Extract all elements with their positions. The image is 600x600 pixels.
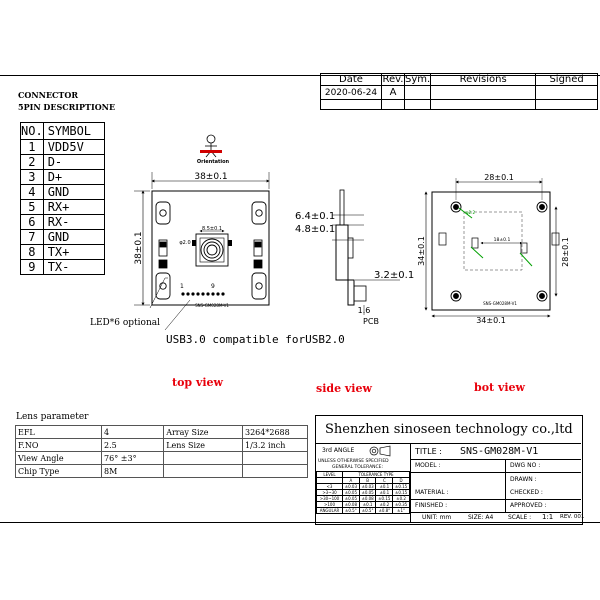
bot-left-dimension: 34±0.1	[417, 236, 426, 266]
bot-mount-holes	[451, 202, 547, 301]
top-view-caption: top view	[172, 376, 223, 389]
rev-header-date: Date	[321, 74, 382, 86]
pin-symbol: GND	[43, 185, 104, 200]
tolerance-cell: ±0.1	[376, 484, 393, 490]
tolerance-col-header: A	[343, 478, 360, 484]
scale-label: SCALE :	[508, 514, 532, 521]
third-angle-projection-icon	[368, 445, 392, 457]
tolerance-cell: ±0.35	[393, 502, 410, 508]
finished-label: FINISHED :	[415, 502, 448, 509]
tolerance-row	[317, 496, 410, 502]
tolerance-cell: ±0.05	[343, 490, 360, 496]
rev-header-revisions: Revisions	[431, 74, 536, 86]
lens-row	[16, 426, 308, 439]
lens-row	[16, 439, 308, 452]
tolerance-row	[317, 502, 410, 508]
tolerance-type-header: TOLERANCE TYPE	[343, 472, 410, 478]
tolerance-col-header: C	[376, 478, 393, 484]
top-view	[134, 135, 269, 330]
tolerance-cell: ±0.15	[393, 490, 410, 496]
pin-symbol: D-	[43, 155, 104, 170]
drawn-label: DRAWN :	[510, 476, 537, 483]
pin-number: 4	[21, 185, 44, 200]
pin-header-dots	[181, 292, 224, 295]
tolerance-cell: ±0.08	[359, 496, 376, 502]
connector-title: CONNECTOR	[18, 90, 78, 100]
approved-label: APPROVED :	[510, 502, 547, 509]
pin-symbol: TX-	[43, 260, 104, 275]
side-view-caption: side view	[316, 382, 372, 395]
lens-cell	[164, 465, 243, 478]
pin-number: 1	[21, 140, 44, 155]
tolerance-cell: >100	[317, 502, 343, 508]
pin-symbol: RX+	[43, 200, 104, 215]
tolerance-col-header: D	[393, 478, 410, 484]
tolerance-cell: >3~30	[317, 490, 343, 496]
pin-number: 5	[21, 200, 44, 215]
tolerance-cell: ±0.5°	[359, 508, 376, 514]
lens-cell: 3264*2688	[243, 426, 308, 439]
side-lens-body	[336, 225, 348, 280]
tolerance-title-1: UNLESS OTHERWISE SPECIFIED	[318, 459, 389, 464]
lens-cell: View Angle	[16, 452, 102, 465]
rev-header-signed: Signed	[536, 74, 598, 86]
size-label: SIZE: A4	[468, 514, 494, 521]
pin-1-marker: 1	[180, 283, 184, 290]
model-label: MODEL :	[415, 462, 441, 469]
lens-cell: 8M	[102, 465, 164, 478]
lens-row	[16, 452, 308, 465]
tolerance-cell: ±0.03	[343, 484, 360, 490]
material-label: MATERIAL :	[415, 489, 449, 496]
led-note: LED*6 optional	[90, 318, 160, 328]
bot-right-dimension: 28±0.1	[561, 237, 570, 267]
connector-subtitle: 5PIN DESCRIPTIONE	[18, 102, 116, 112]
tolerance-cell: ±0.05	[359, 490, 376, 496]
tolerance-cell: ±0.03	[359, 484, 376, 490]
dwg-label: DWG NO :	[510, 462, 541, 469]
top-width-dimension: 38±0.1	[194, 172, 228, 182]
lens-cell: F.NO	[16, 439, 102, 452]
tolerance-cell: ±0.5°	[343, 508, 360, 514]
tolerance-cell: ±0.05	[343, 496, 360, 502]
bot-bottom-dimension: 34±0.1	[476, 316, 506, 325]
pin-number: 8	[21, 245, 44, 260]
tolerance-title-2: GENERAL TOLERANCE:	[332, 465, 384, 470]
projection-label: 3rd ANGLE	[322, 447, 355, 454]
tolerance-cell: ±0.15	[376, 496, 393, 502]
pin-symbol: GND	[43, 230, 104, 245]
pin-header-no: NO.	[21, 124, 43, 138]
side-pcb-label: PCB	[363, 317, 379, 326]
lens-parameter-table	[15, 425, 308, 478]
side-dimension-2: 4.8±0.1	[295, 224, 336, 235]
bot-board-outline	[432, 192, 550, 310]
pin-number: 6	[21, 215, 44, 230]
lens-cell: 4	[102, 426, 164, 439]
lens-row	[16, 465, 308, 478]
bottom-view	[417, 173, 570, 325]
lens-cell	[243, 452, 308, 465]
orientation-label: Orientation	[196, 159, 230, 165]
pin-header-symbol: SYMBOL	[43, 123, 104, 140]
pin-symbol: RX-	[43, 215, 104, 230]
lens-title: Lens parameter	[16, 412, 89, 422]
pin-symbol: VDD5V	[43, 140, 104, 155]
orientation-figure-icon	[200, 135, 222, 157]
bot-hole-label: φ2.2	[466, 210, 475, 215]
tolerance-cell: ANGULAR	[317, 508, 343, 514]
lens-cell: Chip Type	[16, 465, 102, 478]
lens-cell	[164, 452, 243, 465]
rev-date: 2020-06-24	[321, 86, 382, 100]
pin-9-marker: 9	[211, 283, 215, 290]
side-dimension-4: 1.6	[357, 306, 371, 315]
lens-cell: EFL	[16, 426, 102, 439]
tolerance-cell: >30~100	[317, 496, 343, 502]
unit-label: UNIT: mm	[422, 514, 452, 521]
lens-holder	[192, 234, 232, 266]
lens-cell: 2.5	[102, 439, 164, 452]
lens-cell: 76° ±3°	[102, 452, 164, 465]
pin-number: 3	[21, 170, 44, 185]
rev-header-rev: Rev.	[382, 74, 404, 85]
pin-number: 2	[21, 155, 44, 170]
lens-cell: Array Size	[164, 426, 243, 439]
tolerance-cell: ±0.2	[393, 496, 410, 502]
top-hole-label: φ2.0	[179, 240, 191, 246]
tolerance-cell: ±0.1	[359, 502, 376, 508]
scale-value: 1:1	[542, 513, 554, 521]
title-value: SNS-GM028M-V1	[460, 446, 539, 457]
bot-view-caption: bot view	[474, 381, 525, 394]
tolerance-cell: ±0.8°	[376, 508, 393, 514]
tolerance-row	[317, 484, 410, 490]
title-label: TITLE :	[415, 447, 442, 456]
top-board-marking: SNS-GM028M-V1	[195, 303, 229, 308]
top-height-dimension: 38±0.1	[134, 231, 144, 265]
checked-label: CHECKED :	[510, 489, 543, 496]
tolerance-col-header: B	[359, 478, 376, 484]
pin-symbol: D+	[43, 170, 104, 185]
company-name: Shenzhen sinoseen technology co.,ltd	[325, 422, 573, 437]
tolerance-cell: ±0.15	[393, 484, 410, 490]
side-pcb	[348, 280, 354, 305]
pin-number: 9	[21, 260, 44, 275]
pin-symbol: TX+	[43, 245, 104, 260]
rev-label: REV. 001	[560, 514, 585, 520]
side-dimension-3: 3.2±0.1	[374, 270, 415, 281]
tolerance-row	[317, 490, 410, 496]
usb-note: USB3.0 compatible forUSB2.0	[166, 333, 345, 346]
bot-top-dimension: 28±0.1	[484, 173, 514, 182]
tolerance-cell: <3	[317, 484, 343, 490]
lens-cell	[243, 465, 308, 478]
tolerance-cell: ±0.2	[376, 502, 393, 508]
lens-cell: Lens Size	[164, 439, 243, 452]
pin-number: 7	[21, 230, 44, 245]
rev-letter: A	[382, 86, 405, 100]
tolerance-level-header: LEVEL	[317, 472, 343, 478]
bot-board-marking: SNS-GM028M-V1	[483, 301, 517, 306]
side-dimension-1: 6.4±0.1	[295, 211, 336, 222]
rev-header-sym: Sym.	[405, 74, 431, 85]
tolerance-table	[316, 471, 410, 514]
tolerance-row	[317, 508, 410, 514]
top-led-pads	[159, 240, 262, 268]
bot-mid-dimension: 18±0.1	[493, 238, 511, 243]
tolerance-cell: ±1°	[393, 508, 410, 514]
tolerance-cell: ±0.08	[343, 502, 360, 508]
side-view	[295, 190, 414, 326]
lens-dimension: 8.5±0.1	[201, 226, 223, 232]
lens-cell: 1/3.2 inch	[243, 439, 308, 452]
tolerance-cell: ±0.1	[376, 490, 393, 496]
